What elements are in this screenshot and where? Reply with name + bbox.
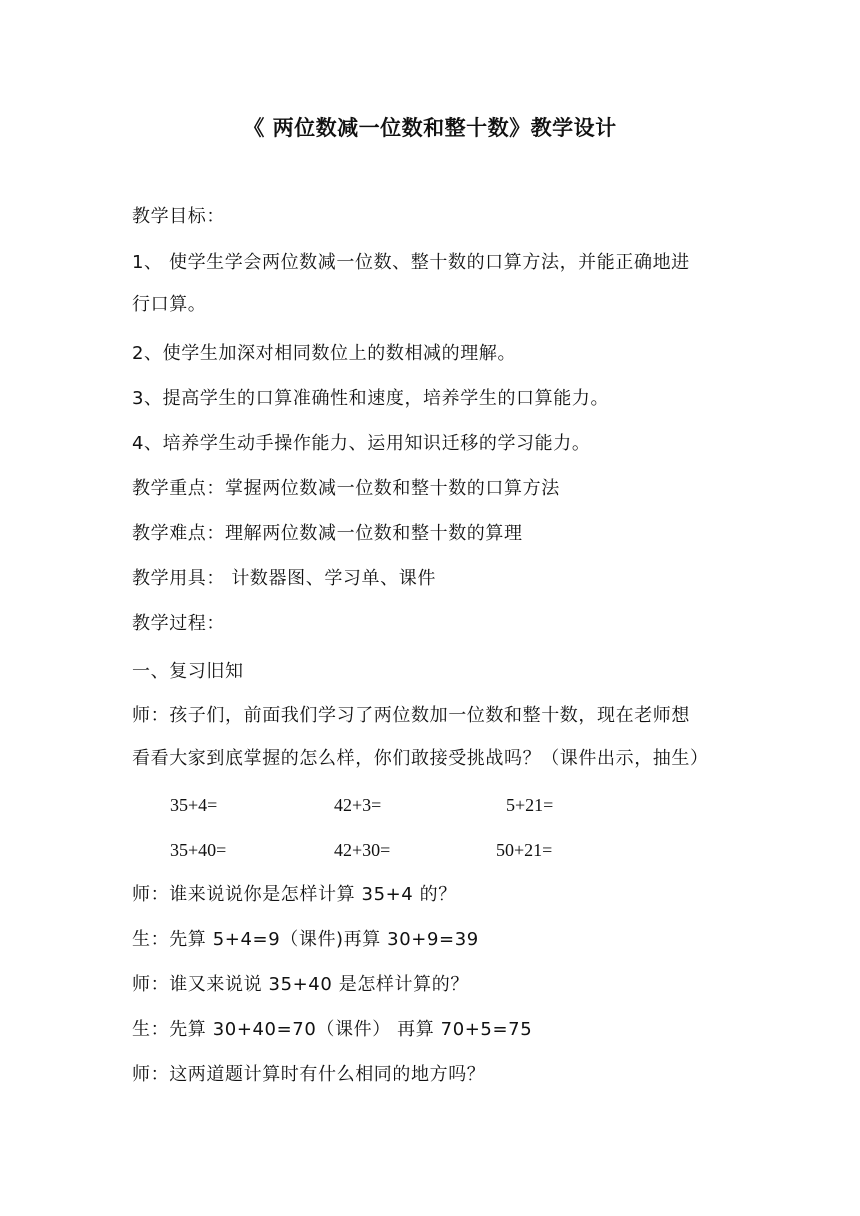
dialogue-student-1: 生：先算 5+4=9（课件)再算 30+9=39 [132,929,479,950]
section-review-heading: 一、复习旧知 [132,661,244,682]
teacher-intro-line-2: 看看大家到底掌握的怎么样，你们敢接受挑战吗？（课件出示，抽生） [132,748,709,769]
objective-3: 3、提高学生的口算准确性和速度，培养学生的口算能力。 [132,388,610,409]
teaching-tools: 教学用具： 计数器图、学习单、课件 [132,568,436,589]
dialogue-teacher-2: 师：谁又来说说 35+40 是怎样计算的？ [132,974,469,995]
equation-42-plus-3: 42+3= [334,795,382,815]
equation-50-plus-21: 50+21= [496,840,553,860]
equation-35-plus-40: 35+40= [170,840,227,860]
process-heading: 教学过程： [132,613,225,634]
equation-35-plus-4: 35+4= [170,795,218,815]
difficult-point: 教学难点：理解两位数减一位数和整十数的算理 [132,523,523,544]
objectives-heading: 教学目标： [132,206,225,227]
equation-42-plus-30: 42+30= [334,840,391,860]
equation-5-plus-21: 5+21= [506,795,554,815]
objective-1: 1、 使学生学会两位数减一位数、整十数的口算方法，并能正确地进 [132,252,690,273]
document-title: 《 两位数减一位数和整十数》教学设计 [243,116,617,140]
key-point: 教学重点：掌握两位数减一位数和整十数的口算方法 [132,478,560,499]
dialogue-teacher-1: 师：谁来说说你是怎样计算 35+4 的？ [132,884,457,905]
dialogue-student-2: 生：先算 30+40=70（课件） 再算 70+5=75 [132,1019,533,1040]
objective-4: 4、培养学生动手操作能力、运用知识迁移的学习能力。 [132,433,591,454]
dialogue-teacher-3: 师：这两道题计算时有什么相同的地方吗？ [132,1064,486,1085]
objective-2: 2、使学生加深对相同数位上的数相减的理解。 [132,343,517,364]
teacher-intro-line-1: 师：孩子们，前面我们学习了两位数加一位数和整十数，现在老师想 [132,705,690,726]
objective-1-continued: 行口算。 [132,294,207,315]
